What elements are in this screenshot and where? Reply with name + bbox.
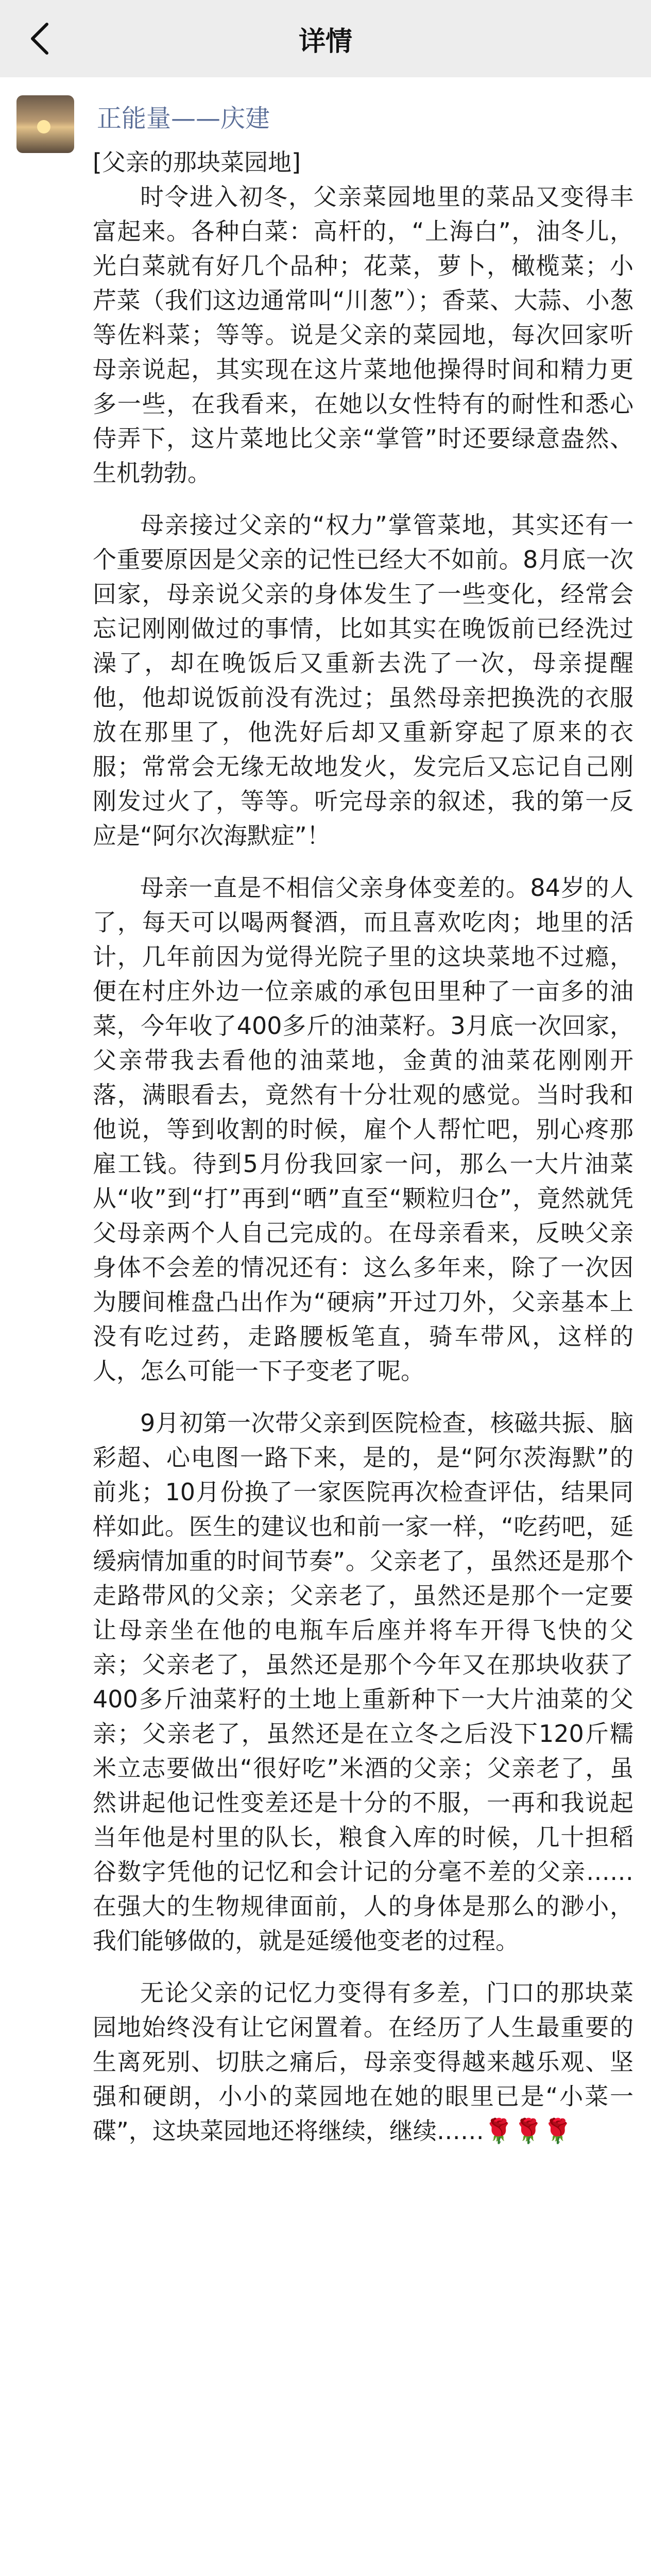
chevron-left-icon [29, 22, 50, 55]
post-paragraph: 9月初第一次带父亲到医院检查，核磁共振、脑彩超、心电图一路下来，是的，是“阿尔茨海默”的前兆；10月份换了一家医院再次检查评估，结果同样如此。医生的建议也和前一家一样，“吃药吧，延缓病情加重的时间节奏”。父亲老了，虽然还是那个走路带风的父亲；父亲老了，虽然还是那个一定要让母亲坐在他的电瓶车后座并将车开得飞快的父亲；父亲老了，虽然还是那个今年又在那块收获了400多斤油菜籽的土地上重新种下一大片油菜的父亲；父亲老了，虽然还是在立冬之后没下120斤糯米立志要做出“很好吃”米酒的父亲；父亲老了，虽然讲起他记性变差还是十分的不服，一再和我说起当年他是村里的队长，粮食入库的时候，几十担稻谷数字凭他的记忆和会计记的分毫不差的父亲……在强大的生物规律面前，人的身体是那么的渺小，我们能够做的，就是延缓他变老的过程。 [93, 1409, 633, 1955]
author-name[interactable]: 正能量——庆建 [97, 104, 270, 133]
avatar[interactable] [16, 95, 74, 153]
back-button[interactable] [21, 20, 59, 58]
top-bar [0, 0, 651, 77]
post-paragraph: 无论父亲的记忆力变得有多差，门口的那块菜园地始终没有让它闲置着。在经历了人生最重要的生离死别、切肤之痛后，母亲变得越来越乐观、坚强和硬朗，小小的菜园地在她的眼里已是“小菜一碟”，这块菜园地还将继续，继续……🌹🌹🌹 [93, 1979, 633, 2145]
page-title: 详情 [298, 26, 352, 57]
post-text [93, 145, 633, 2148]
post-title: [父亲的那块菜园地] [93, 148, 301, 176]
post-paragraph: 时令进入初冬，父亲菜园地里的菜品又变得丰富起来。各种白菜：高杆的，“上海白”，油冬儿，光白菜就有好几个品种；花菜，萝卜，橄榄菜；小芹菜（我们这边通常叫“川葱”）；香菜、大蒜、小葱等佐料菜；等等。说是父亲的菜园地，每次回家听母亲说起，其实现在这片菜地他操得时间和精力更多一些，在我看来，在她以女性特有的耐性和悉心侍弄下，这片菜地比父亲“掌管”时还要绿意盎然、生机勃勃。 [93, 183, 633, 487]
post-paragraph: 母亲接过父亲的“权力”掌管菜地，其实还有一个重要原因是父亲的记性已经大不如前。8月底一次回家，母亲说父亲的身体发生了一些变化，经常会忘记刚刚做过的事情，比如其实在晚饭前已经洗过澡了，却在晚饭后又重新去洗了一次，母亲提醒他，他却说饭前没有洗过；虽然母亲把换洗的衣服放在那里了，他洗好后却又重新穿起了原来的衣服；常常会无缘无故地发火，发完后又忘记自己刚刚发过火了，等等。听完母亲的叙述，我的第一反应是“阿尔次海默症”！ [93, 511, 633, 850]
post-paragraph: 母亲一直是不相信父亲身体变差的。84岁的人了，每天可以喝两餐酒，而且喜欢吃肉；地里的活计，几年前因为觉得光院子里的这块菜地不过瘾，便在村庄外边一位亲戚的承包田里种了一亩多的油菜，今年收了400多斤的油菜籽。3月底一次回家，父亲带我去看他的油菜地，金黄的油菜花刚刚开落，满眼看去，竟然有十分壮观的感觉。当时我和他说，等到收割的时候，雇个人帮忙吧，别心疼那雇工钱。待到5月份我回家一问，那么一大片油菜从“收”到“打”再到“晒”直至“颗粒归仓”，竟然就凭父母亲两个人自己完成的。在母亲看来，反映父亲身体不会差的情况还有：这么多年来，除了一次因为腰间椎盘凸出作为“硬病”开过刀外，父亲基本上没有吃过药，走路腰板笔直，骑车带风，这样的人，怎么可能一下子变老了呢。 [93, 874, 633, 1385]
